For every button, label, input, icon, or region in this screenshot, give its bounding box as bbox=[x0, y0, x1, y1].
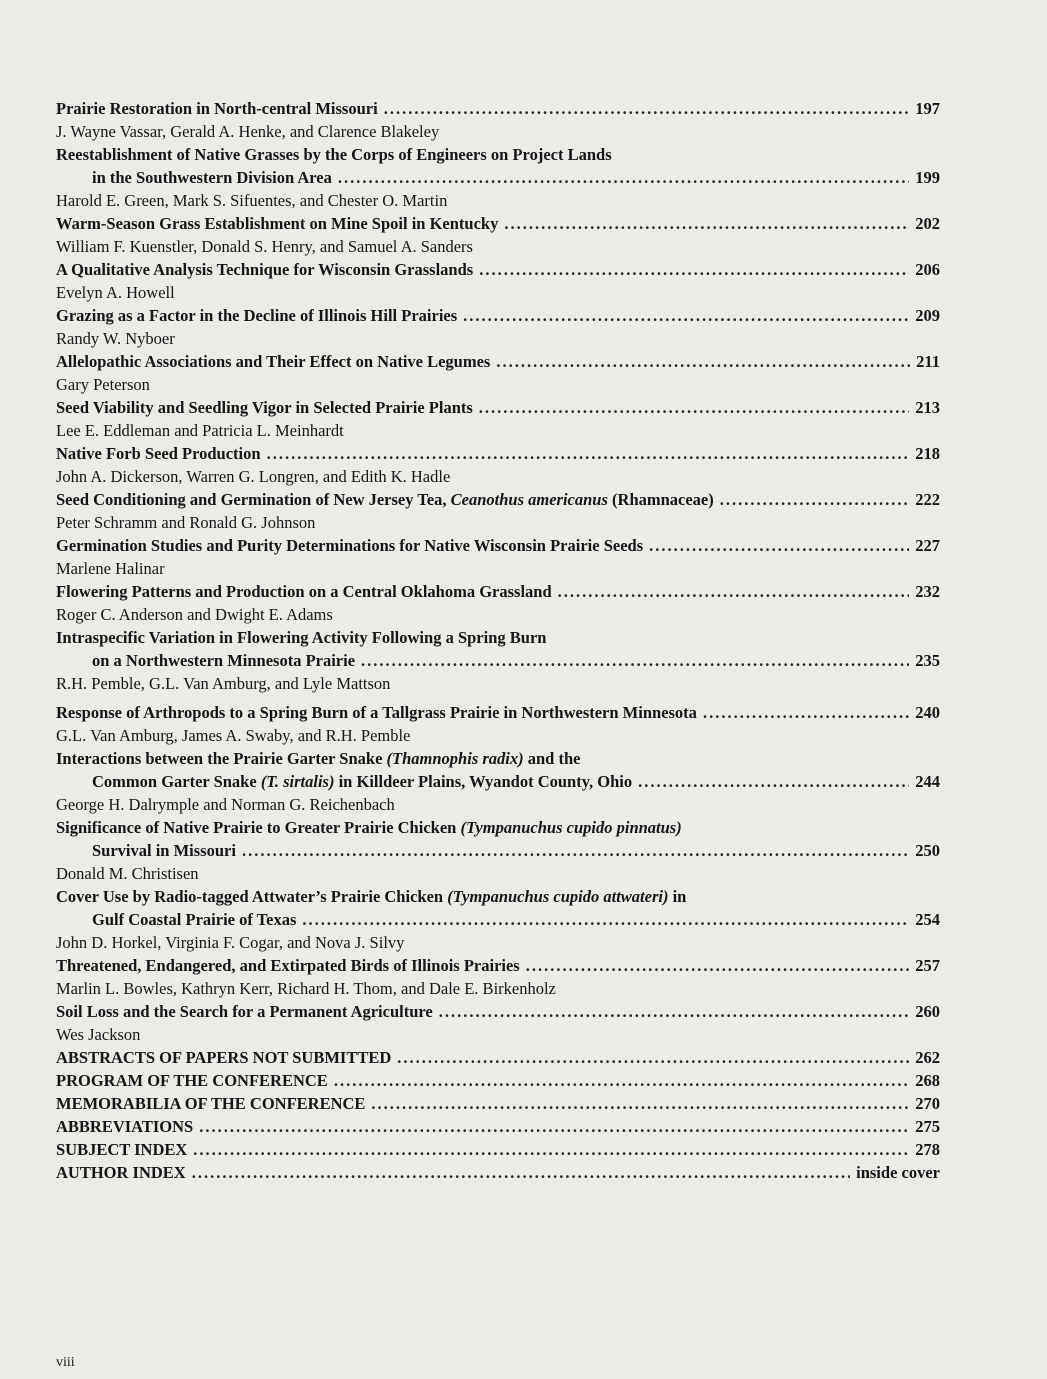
toc-entry bbox=[56, 212, 940, 258]
entry-authors: Harold E. Green, Mark S. Sifuentes, and Chester O. Martin bbox=[56, 191, 448, 210]
dot-leader bbox=[439, 1000, 910, 1023]
entry-title: MEMORABILIA OF THE CONFERENCE bbox=[56, 1094, 366, 1113]
page-ref: 202 bbox=[915, 214, 940, 233]
page-ref: 227 bbox=[915, 536, 940, 555]
toc-title-line bbox=[56, 908, 940, 931]
dot-leader bbox=[242, 839, 909, 862]
dot-leader bbox=[649, 534, 909, 557]
dot-leader bbox=[526, 954, 910, 977]
page-ref: 254 bbox=[915, 910, 940, 929]
toc-title-line bbox=[56, 816, 940, 839]
entry-title: ABBREVIATIONS bbox=[56, 1117, 194, 1136]
entry-title: Cover Use by Radio-tagged Attwater’s Prairie Chicken (Tympanuchus cupido attwateri) in bbox=[56, 887, 687, 906]
toc-title-line bbox=[56, 747, 940, 770]
toc-title-line bbox=[56, 649, 940, 672]
toc-title-line bbox=[56, 488, 940, 511]
dot-leader bbox=[338, 166, 909, 189]
toc-title-line bbox=[56, 442, 940, 465]
dot-leader bbox=[302, 908, 909, 931]
entry-title: Native Forb Seed Production bbox=[56, 444, 261, 463]
dot-leader bbox=[397, 1046, 909, 1069]
toc-title-line bbox=[56, 1115, 940, 1138]
toc-title-line bbox=[56, 885, 940, 908]
entry-title: A Qualitative Analysis Technique for Wisconsin Grasslands bbox=[56, 260, 474, 279]
dot-leader bbox=[384, 97, 910, 120]
dot-leader bbox=[334, 1069, 909, 1092]
entry-authors: Wes Jackson bbox=[56, 1025, 141, 1044]
toc-entry bbox=[56, 488, 940, 534]
toc-title-line bbox=[56, 212, 940, 235]
dot-leader bbox=[199, 1115, 909, 1138]
toc-title-line bbox=[56, 1000, 940, 1023]
page-ref: 235 bbox=[915, 651, 940, 670]
page-ref: 211 bbox=[916, 352, 940, 371]
toc-title-line bbox=[56, 396, 940, 419]
toc-entry bbox=[56, 1138, 940, 1161]
entry-title: Survival in Missouri bbox=[92, 841, 236, 860]
page-ref: 244 bbox=[915, 772, 940, 791]
toc-title-line bbox=[56, 580, 940, 603]
page-ref: 199 bbox=[915, 168, 940, 187]
toc-title-line bbox=[56, 1092, 940, 1115]
toc-title-line bbox=[56, 770, 940, 793]
toc-entry bbox=[56, 304, 940, 350]
toc-entry bbox=[56, 143, 940, 212]
toc-entry bbox=[56, 701, 940, 747]
entry-authors: Marlin L. Bowles, Kathryn Kerr, Richard H. Thom, and Dale E. Birkenholz bbox=[56, 979, 556, 998]
page-ref: 262 bbox=[915, 1048, 940, 1067]
toc-entry bbox=[56, 885, 940, 954]
entry-authors: Donald M. Christisen bbox=[56, 864, 199, 883]
entry-title: AUTHOR INDEX bbox=[56, 1163, 186, 1182]
page-ref: 240 bbox=[915, 703, 940, 722]
toc-entry bbox=[56, 97, 940, 143]
entry-authors: William F. Kuenstler, Donald S. Henry, and Samuel A. Sanders bbox=[56, 237, 473, 256]
toc-title-line bbox=[56, 839, 940, 862]
page-ref: 257 bbox=[915, 956, 940, 975]
toc-title-line bbox=[56, 97, 940, 120]
toc-title-line bbox=[56, 1046, 940, 1069]
entry-authors: R.H. Pemble, G.L. Van Amburg, and Lyle Mattson bbox=[56, 674, 391, 693]
entry-title: Warm-Season Grass Establishment on Mine Spoil in Kentucky bbox=[56, 214, 499, 233]
entry-authors: Randy W. Nyboer bbox=[56, 329, 175, 348]
entry-authors: Gary Peterson bbox=[56, 375, 150, 394]
toc-entry bbox=[56, 1115, 940, 1138]
toc-title-line bbox=[56, 304, 940, 327]
dot-leader bbox=[479, 258, 909, 281]
entry-title: Soil Loss and the Search for a Permanent Agriculture bbox=[56, 1002, 433, 1021]
toc-title-line bbox=[56, 1138, 940, 1161]
toc-entry bbox=[56, 816, 940, 885]
page-number: viii bbox=[56, 1355, 75, 1370]
toc-entry bbox=[56, 1046, 940, 1069]
page-ref: 218 bbox=[915, 444, 940, 463]
entry-authors: John D. Horkel, Virginia F. Cogar, and Nova J. Silvy bbox=[56, 933, 405, 952]
toc-entry bbox=[56, 258, 940, 304]
page-ref: inside cover bbox=[856, 1163, 940, 1182]
toc-title-line bbox=[56, 701, 940, 724]
entry-title: on a Northwestern Minnesota Prairie bbox=[92, 651, 356, 670]
entry-title: Threatened, Endangered, and Extirpated Birds of Illinois Prairies bbox=[56, 956, 520, 975]
toc-entry bbox=[56, 442, 940, 488]
entry-authors: John A. Dickerson, Warren G. Longren, and Edith K. Hadle bbox=[56, 467, 451, 486]
page-ref: 260 bbox=[915, 1002, 940, 1021]
dot-leader bbox=[504, 212, 909, 235]
page-ref: 197 bbox=[915, 99, 940, 118]
toc-title-line bbox=[56, 534, 940, 557]
page-ref: 232 bbox=[915, 582, 940, 601]
page-ref: 222 bbox=[915, 490, 940, 509]
dot-leader bbox=[193, 1138, 909, 1161]
entry-title: PROGRAM OF THE CONFERENCE bbox=[56, 1071, 328, 1090]
toc-entry bbox=[56, 626, 940, 695]
page-ref: 206 bbox=[915, 260, 940, 279]
entry-authors: Roger C. Anderson and Dwight E. Adams bbox=[56, 605, 333, 624]
dot-leader bbox=[638, 770, 909, 793]
dot-leader bbox=[479, 396, 909, 419]
entry-title: Response of Arthropods to a Spring Burn of a Tallgrass Prairie in Northwestern Minnesota bbox=[56, 703, 697, 722]
entry-title: Grazing as a Factor in the Decline of Illinois Hill Prairies bbox=[56, 306, 458, 325]
entry-authors: George H. Dalrymple and Norman G. Reichenbach bbox=[56, 795, 395, 814]
toc-entry bbox=[56, 954, 940, 1000]
entry-title: Flowering Patterns and Production on a Central Oklahoma Grassland bbox=[56, 582, 552, 601]
toc-entry bbox=[56, 1000, 940, 1046]
entry-title: Germination Studies and Purity Determinations for Native Wisconsin Prairie Seeds bbox=[56, 536, 644, 555]
entry-title: Seed Viability and Seedling Vigor in Selected Prairie Plants bbox=[56, 398, 473, 417]
entry-title: Intraspecific Variation in Flowering Activity Following a Spring Burn bbox=[56, 628, 547, 647]
toc-title-line bbox=[56, 1069, 940, 1092]
toc-title-line bbox=[56, 143, 940, 166]
entry-title: Significance of Native Prairie to Greater Prairie Chicken (Tympanuchus cupido pinnatus) bbox=[56, 818, 682, 837]
dot-leader bbox=[371, 1092, 909, 1115]
entry-title: SUBJECT INDEX bbox=[56, 1140, 188, 1159]
page-ref: 268 bbox=[915, 1071, 940, 1090]
toc-title-line bbox=[56, 1161, 940, 1184]
toc-entry bbox=[56, 534, 940, 580]
dot-leader bbox=[720, 488, 909, 511]
entry-title: Gulf Coastal Prairie of Texas bbox=[92, 910, 297, 929]
entry-authors: Marlene Halinar bbox=[56, 559, 165, 578]
entry-title: Seed Conditioning and Germination of New Jersey Tea, Ceanothus americanus (Rhamnaceae) bbox=[56, 490, 714, 509]
dot-leader bbox=[703, 701, 909, 724]
toc-title-line bbox=[56, 258, 940, 281]
page-ref: 213 bbox=[915, 398, 940, 417]
entry-authors: Lee E. Eddleman and Patricia L. Meinhardt bbox=[56, 421, 344, 440]
page-ref: 250 bbox=[915, 841, 940, 860]
dot-leader bbox=[496, 350, 910, 373]
entry-title: in the Southwestern Division Area bbox=[92, 168, 332, 187]
entry-title: ABSTRACTS OF PAPERS NOT SUBMITTED bbox=[56, 1048, 392, 1067]
entry-authors: J. Wayne Vassar, Gerald A. Henke, and Clarence Blakeley bbox=[56, 122, 440, 141]
page-ref: 270 bbox=[915, 1094, 940, 1113]
entry-authors: G.L. Van Amburg, James A. Swaby, and R.H. Pemble bbox=[56, 726, 411, 745]
dot-leader bbox=[361, 649, 909, 672]
toc-title-line bbox=[56, 350, 940, 373]
page-ref: 275 bbox=[915, 1117, 940, 1136]
toc-entry bbox=[56, 1161, 940, 1184]
entry-title: Interactions between the Prairie Garter Snake (Thamnophis radix) and the bbox=[56, 749, 581, 768]
dot-leader bbox=[267, 442, 910, 465]
toc-entry bbox=[56, 1069, 940, 1092]
entry-title: Reestablishment of Native Grasses by the Corps of Engineers on Project Lands bbox=[56, 145, 612, 164]
toc-title-line bbox=[56, 626, 940, 649]
entry-authors: Evelyn A. Howell bbox=[56, 283, 175, 302]
toc-entry bbox=[56, 747, 940, 816]
page-ref: 278 bbox=[915, 1140, 940, 1159]
dot-leader bbox=[192, 1161, 850, 1184]
toc-title-line bbox=[56, 166, 940, 189]
page-ref: 209 bbox=[915, 306, 940, 325]
toc-entry bbox=[56, 580, 940, 626]
table-of-contents bbox=[56, 97, 940, 1184]
dot-leader bbox=[558, 580, 910, 603]
toc-title-line bbox=[56, 954, 940, 977]
toc-entry bbox=[56, 350, 940, 396]
entry-authors: Peter Schramm and Ronald G. Johnson bbox=[56, 513, 316, 532]
entry-title: Prairie Restoration in North-central Missouri bbox=[56, 99, 378, 118]
dot-leader bbox=[463, 304, 909, 327]
entry-title: Allelopathic Associations and Their Effect on Native Legumes bbox=[56, 352, 491, 371]
toc-entry bbox=[56, 1092, 940, 1115]
entry-title: Common Garter Snake (T. sirtalis) in Killdeer Plains, Wyandot County, Ohio bbox=[92, 772, 633, 791]
toc-entry bbox=[56, 396, 940, 442]
